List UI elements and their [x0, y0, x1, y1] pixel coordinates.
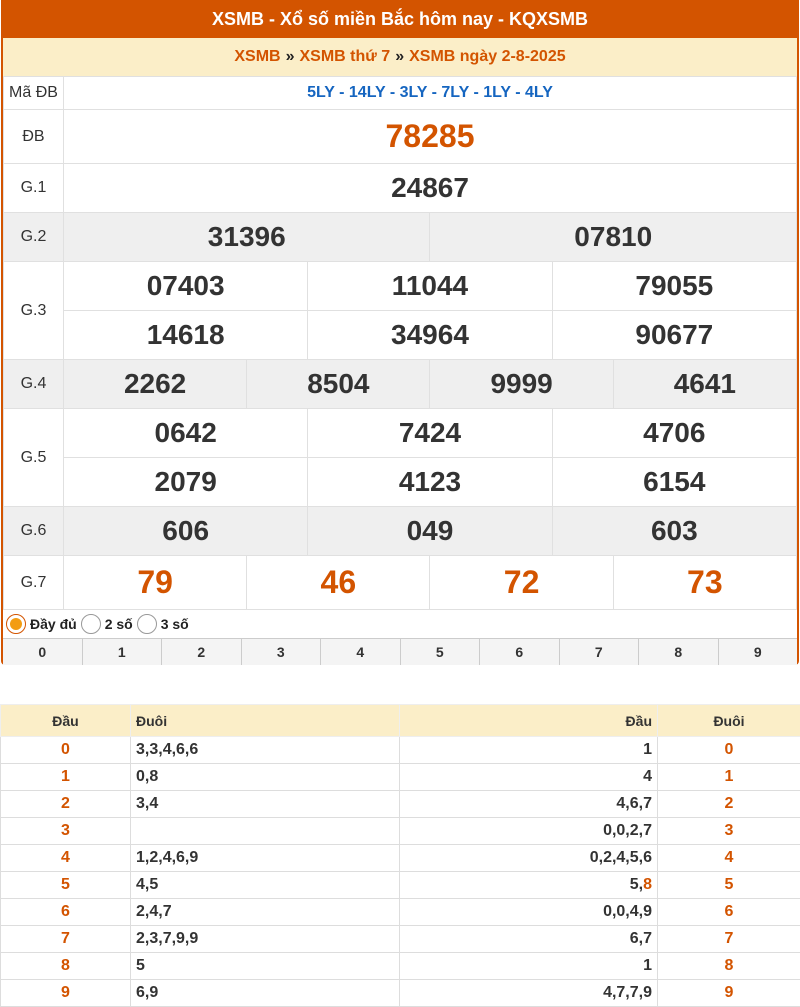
prize-g2-number: 07810: [430, 213, 797, 262]
loto-dau-2-highlight: 8: [643, 876, 652, 893]
prize-g3-number: 07403: [64, 262, 308, 311]
prize-label-g3: G.3: [4, 262, 64, 360]
radio-selected-icon[interactable]: [6, 614, 26, 634]
loto-dau: 2: [1, 791, 131, 818]
loto-dau-2: 4,6,7: [400, 791, 658, 818]
prize-label-g2: G.2: [4, 213, 64, 262]
digit-tab-1[interactable]: 1: [83, 639, 163, 665]
breadcrumb-xsmb[interactable]: XSMB: [234, 48, 280, 66]
loto-row: [1, 899, 800, 926]
loto-duoi: 3,4: [131, 791, 400, 818]
ma-db-label: Mã ĐB: [4, 77, 64, 110]
loto-duoi-2: 2: [658, 791, 800, 818]
prize-g5-number: 6154: [552, 458, 796, 507]
loto-row: [1, 953, 800, 980]
loto-row: [1, 980, 800, 1007]
option-3-digits[interactable]: [137, 614, 189, 634]
loto-duoi: 1,2,4,6,9: [131, 845, 400, 872]
option-label: 3 số: [161, 616, 189, 632]
option-2-digits[interactable]: [81, 614, 133, 634]
digit-tab-5[interactable]: 5: [401, 639, 481, 665]
prize-g3-number: 34964: [308, 311, 552, 360]
prize-label-g7: G.7: [4, 556, 64, 610]
digit-tab-0[interactable]: 0: [3, 639, 83, 665]
loto-dau: 3: [1, 818, 131, 845]
loto-duoi-2: 7: [658, 926, 800, 953]
loto-duoi-2: 4: [658, 845, 800, 872]
display-options: [3, 610, 797, 638]
prize-g3-number: 90677: [552, 311, 796, 360]
prize-g6-number: 606: [64, 507, 308, 556]
digit-tab-2[interactable]: 2: [162, 639, 242, 665]
digit-tab-6[interactable]: 6: [480, 639, 560, 665]
loto-duoi: [131, 818, 400, 845]
loto-duoi: 0,8: [131, 764, 400, 791]
prize-g5-number: 0642: [64, 409, 308, 458]
prize-label-g1: G.1: [4, 164, 64, 213]
loto-dau: 8: [1, 953, 131, 980]
prize-g4-number: 4641: [613, 360, 796, 409]
loto-header-duoi: Đuôi: [131, 705, 400, 737]
loto-dau-2: 0,0,2,7: [400, 818, 658, 845]
digit-tabs: [3, 638, 797, 665]
prize-g4-number: 9999: [430, 360, 613, 409]
loto-dau-2: 4,7,7,9: [400, 980, 658, 1007]
results-table: [3, 76, 797, 610]
breadcrumb-separator: »: [286, 48, 295, 66]
loto-table: [0, 704, 800, 1007]
loto-dau: 5: [1, 872, 131, 899]
prize-g7-number: 72: [430, 556, 613, 610]
loto-header-dau-2: Đầu: [400, 705, 658, 737]
loto-duoi-2: 1: [658, 764, 800, 791]
loto-dau-2: 6,7: [400, 926, 658, 953]
loto-dau: 7: [1, 926, 131, 953]
prize-g7-number: 79: [64, 556, 247, 610]
prize-g3-number: 11044: [308, 262, 552, 311]
prize-g5-number: 4123: [308, 458, 552, 507]
loto-dau-2-part: 5,: [630, 876, 643, 893]
digit-tab-8[interactable]: 8: [639, 639, 719, 665]
loto-dau: 0: [1, 737, 131, 764]
prize-g4-number: 2262: [64, 360, 247, 409]
loto-duoi: 3,3,4,6,6: [131, 737, 400, 764]
prize-g5-number: 2079: [64, 458, 308, 507]
loto-duoi-2: 6: [658, 899, 800, 926]
option-label: Đầy đủ: [30, 616, 77, 632]
prize-g5-number: 4706: [552, 409, 796, 458]
loto-duoi-2: 0: [658, 737, 800, 764]
loto-duoi: 4,5: [131, 872, 400, 899]
loto-dau-2: [400, 872, 658, 899]
loto-dau-2: 1: [400, 737, 658, 764]
loto-dau: 1: [1, 764, 131, 791]
loto-row: [1, 818, 800, 845]
prize-label-g5: G.5: [4, 409, 64, 507]
option-full[interactable]: [6, 614, 77, 634]
loto-duoi-2: 8: [658, 953, 800, 980]
breadcrumb-xsmb-thu7[interactable]: XSMB thứ 7: [300, 48, 391, 66]
option-label: 2 số: [105, 616, 133, 632]
prize-g3-number: 14618: [64, 311, 308, 360]
breadcrumb-separator: »: [395, 48, 404, 66]
loto-dau-2: 0,0,4,9: [400, 899, 658, 926]
breadcrumb: [3, 38, 797, 76]
radio-icon[interactable]: [137, 614, 157, 634]
loto-row: [1, 791, 800, 818]
loto-duoi-2: 3: [658, 818, 800, 845]
prize-g4-number: 8504: [247, 360, 430, 409]
loto-duoi-2: 5: [658, 872, 800, 899]
digit-tab-4[interactable]: 4: [321, 639, 401, 665]
loto-row: [1, 764, 800, 791]
loto-row: [1, 845, 800, 872]
loto-row: [1, 926, 800, 953]
prize-g7-number: 46: [247, 556, 430, 610]
result-box: [1, 0, 799, 665]
prize-g6-number: 603: [552, 507, 796, 556]
loto-duoi: 2,4,7: [131, 899, 400, 926]
loto-row: [1, 872, 800, 899]
prize-g7-number: 73: [613, 556, 796, 610]
loto-duoi-2: 9: [658, 980, 800, 1007]
loto-dau-2: 0,2,4,5,6: [400, 845, 658, 872]
loto-dau-2: 1: [400, 953, 658, 980]
digit-tab-3[interactable]: 3: [242, 639, 322, 665]
prize-label-g6: G.6: [4, 507, 64, 556]
page-title: XSMB - Xổ số miền Bắc hôm nay - KQXSMB: [3, 0, 797, 38]
prize-label-db: ĐB: [4, 110, 64, 164]
prize-g3-number: 79055: [552, 262, 796, 311]
ma-db-value: 5LY - 14LY - 3LY - 7LY - 1LY - 4LY: [64, 77, 797, 110]
radio-icon[interactable]: [81, 614, 101, 634]
prize-g6-number: 049: [308, 507, 552, 556]
loto-duoi: 6,9: [131, 980, 400, 1007]
prize-g5-number: 7424: [308, 409, 552, 458]
prize-label-g4: G.4: [4, 360, 64, 409]
prize-g2-number: 31396: [64, 213, 430, 262]
prize-db-number: 78285: [64, 110, 797, 164]
digit-tab-9[interactable]: 9: [719, 639, 798, 665]
loto-duoi: 2,3,7,9,9: [131, 926, 400, 953]
digit-tab-7[interactable]: 7: [560, 639, 640, 665]
loto-dau: 6: [1, 899, 131, 926]
loto-dau: 4: [1, 845, 131, 872]
loto-dau: 9: [1, 980, 131, 1007]
loto-header-duoi-2: Đuôi: [658, 705, 800, 737]
prize-g1-number: 24867: [64, 164, 797, 213]
loto-duoi: 5: [131, 953, 400, 980]
loto-dau-2: 4: [400, 764, 658, 791]
loto-header-dau: Đầu: [1, 705, 131, 737]
breadcrumb-xsmb-date[interactable]: XSMB ngày 2-8-2025: [409, 48, 566, 66]
loto-row: [1, 737, 800, 764]
